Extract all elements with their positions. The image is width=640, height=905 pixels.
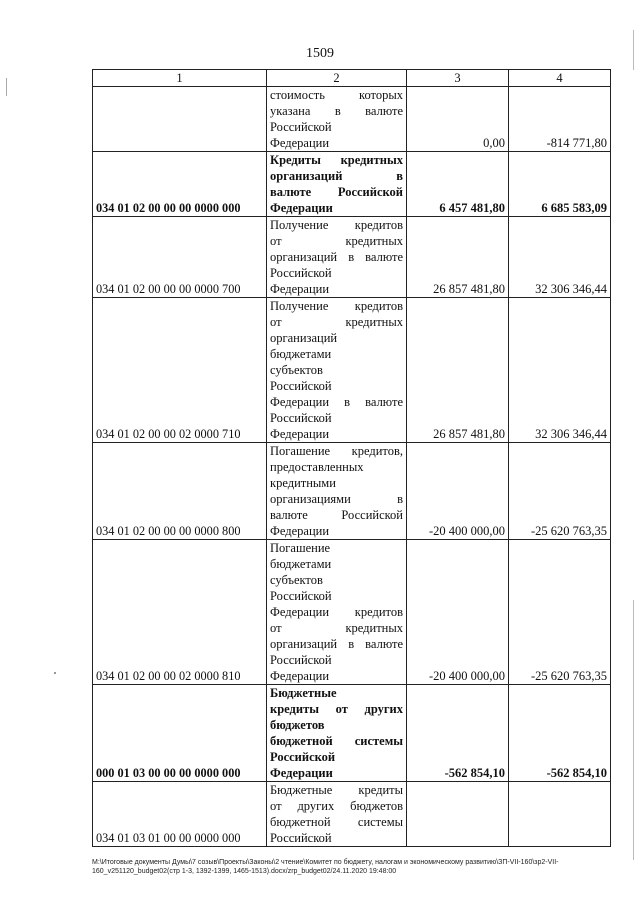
item-name-line: Федерации <box>270 282 330 296</box>
column-header-value-2: 4 <box>509 70 611 87</box>
item-name-line: Российской <box>270 266 332 280</box>
budget-code-cell: 000 01 03 00 00 00 0000 000 <box>93 685 267 782</box>
item-name-line: кредитными <box>270 476 336 490</box>
item-name-line: бюджетами <box>270 347 332 361</box>
item-name-line: стоимость которых <box>270 88 403 102</box>
item-name-cell <box>267 443 407 540</box>
amount-cell-1: 0,00 <box>407 87 509 152</box>
item-name-line: от кредитных <box>270 621 403 635</box>
item-name-line: предоставленных <box>270 460 364 474</box>
item-name-cell <box>267 540 407 685</box>
budget-code-cell: 034 01 02 00 00 02 0000 710 <box>93 298 267 443</box>
budget-sources-table <box>92 69 611 847</box>
item-name-line: Российской <box>270 411 332 425</box>
column-header-name: 2 <box>267 70 407 87</box>
item-name-line: Российской <box>270 750 336 764</box>
item-name-line: бюджетной системы <box>270 815 403 829</box>
budget-code-cell: 034 01 02 00 00 02 0000 810 <box>93 540 267 685</box>
item-name-line: бюджетами <box>270 557 332 571</box>
table-row <box>93 782 611 847</box>
item-name-line: Российской <box>270 589 332 603</box>
item-name-line: валюте Российской <box>270 508 403 522</box>
item-name-line: Федерации <box>270 524 330 538</box>
item-name-line: Федерации <box>270 201 333 215</box>
item-name-line: Погашение кредитов, <box>270 444 403 458</box>
table-row <box>93 298 611 443</box>
budget-code-cell: 034 01 03 01 00 00 0000 000 <box>93 782 267 847</box>
item-name-line: организаций <box>270 331 338 345</box>
item-name-cell <box>267 152 407 217</box>
margin-mark <box>6 78 7 96</box>
item-name-line: Федерации <box>270 669 330 683</box>
budget-code-cell: 034 01 02 00 00 00 0000 700 <box>93 217 267 298</box>
table-row <box>93 685 611 782</box>
budget-code-cell: 034 01 02 00 00 00 0000 800 <box>93 443 267 540</box>
margin-rule-bottom <box>633 600 634 860</box>
item-name-line: Российской <box>270 831 332 845</box>
amount-cell-2: -562 854,10 <box>509 685 611 782</box>
item-name-line: бюджетной системы <box>270 734 403 748</box>
amount-cell-2: -25 620 763,35 <box>509 443 611 540</box>
item-name-line: Российской <box>270 120 332 134</box>
amount-cell-1: -20 400 000,00 <box>407 540 509 685</box>
scan-speck <box>54 672 56 674</box>
item-name-line: организаций в валюте <box>270 250 403 264</box>
amount-cell-2 <box>509 782 611 847</box>
item-name-line: бюджетов <box>270 718 325 732</box>
amount-cell-1: 26 857 481,80 <box>407 298 509 443</box>
amount-cell-2: 32 306 346,44 <box>509 298 611 443</box>
item-name-line: Федерации <box>270 427 330 441</box>
amount-cell-1 <box>407 782 509 847</box>
amount-cell-1: -20 400 000,00 <box>407 443 509 540</box>
document-path-footer: M:\Итоговые документы Думы\7 созыв\Проекты\Законы\2 чтение\Комитет по бюджету, налогам и экономическому развитию\ЗП-VII-160\зр2-VII-160_v251120_budget02(стр 1-3, 1392-1399, 1465-1513).docx/zrp_budget02/24.11.2020 19:48:00 <box>92 859 559 875</box>
item-name-line: Федерации в валюте <box>270 395 403 409</box>
table-row <box>93 217 611 298</box>
item-name-line: субъектов <box>270 363 323 377</box>
item-name-line: субъектов <box>270 573 323 587</box>
amount-cell-2: -814 771,80 <box>509 87 611 152</box>
amount-cell-1: 26 857 481,80 <box>407 217 509 298</box>
item-name-line: Российской <box>270 653 332 667</box>
amount-cell-2: 32 306 346,44 <box>509 217 611 298</box>
item-name-line: Российской <box>270 379 332 393</box>
item-name-line: Бюджетные кредиты <box>270 783 403 797</box>
item-name-line: указана в валюте <box>270 104 403 118</box>
item-name-line: Бюджетные <box>270 686 337 700</box>
item-name-line: Получение кредитов <box>270 299 403 313</box>
page-number: 1509 <box>306 46 334 61</box>
table-header-row <box>93 70 611 87</box>
column-header-code: 1 <box>93 70 267 87</box>
item-name-line: Получение кредитов <box>270 218 403 232</box>
budget-code-cell <box>93 87 267 152</box>
item-name-line: кредиты от других <box>270 702 403 716</box>
item-name-line: от других бюджетов <box>270 799 403 813</box>
item-name-line: Федерации <box>270 766 333 780</box>
column-header-value-1: 3 <box>407 70 509 87</box>
table-body <box>93 87 611 847</box>
table-row <box>93 540 611 685</box>
item-name-cell <box>267 87 407 152</box>
table-row <box>93 87 611 152</box>
item-name-line: Погашение <box>270 541 331 555</box>
item-name-line: Федерации <box>270 136 330 150</box>
item-name-line: Федерации кредитов <box>270 605 403 619</box>
item-name-line: организациями в <box>270 492 403 506</box>
item-name-cell <box>267 298 407 443</box>
item-name-line: от кредитных <box>270 315 403 329</box>
item-name-line: Кредиты кредитных <box>270 153 403 167</box>
table-row <box>93 443 611 540</box>
item-name-cell <box>267 685 407 782</box>
amount-cell-2: 6 685 583,09 <box>509 152 611 217</box>
table-row <box>93 152 611 217</box>
budget-code-cell: 034 01 02 00 00 00 0000 000 <box>93 152 267 217</box>
item-name-line: организаций в <box>270 169 403 183</box>
item-name-cell <box>267 217 407 298</box>
item-name-line: валюте Российской <box>270 185 403 199</box>
amount-cell-1: -562 854,10 <box>407 685 509 782</box>
item-name-line: организаций в валюте <box>270 637 403 651</box>
amount-cell-1: 6 457 481,80 <box>407 152 509 217</box>
item-name-cell <box>267 782 407 847</box>
item-name-line: от кредитных <box>270 234 403 248</box>
amount-cell-2: -25 620 763,35 <box>509 540 611 685</box>
